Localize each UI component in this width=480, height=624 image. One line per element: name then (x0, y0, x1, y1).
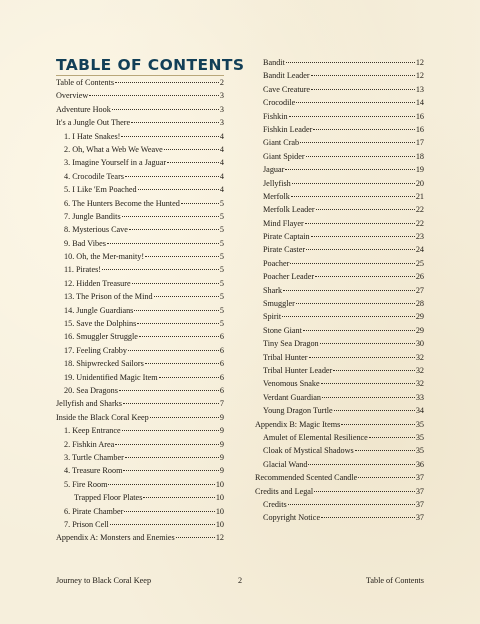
toc-entry-label: Trapped Floor Plates (74, 493, 143, 503)
dot-leader (110, 524, 215, 525)
toc-entry[interactable] (56, 197, 224, 210)
toc-entry-page: 9 (219, 412, 224, 422)
toc-entry-page: 7 (219, 399, 224, 409)
dot-leader (300, 142, 415, 143)
toc-entry-page: 6 (219, 345, 224, 355)
toc-entry-page: 34 (415, 406, 424, 416)
toc-entry-label: 5. Fire Room (64, 479, 108, 489)
footer-document-title: Journey to Black Coral Keep (56, 576, 152, 585)
toc-entry-label: Adventure Hook (56, 104, 111, 114)
toc-entry-label: 3. Imagine Yourself in a Jaguar (64, 158, 167, 168)
toc-entry[interactable] (56, 424, 224, 437)
toc-entry-label: 10. Oh, the Mer-manity! (64, 252, 145, 262)
toc-entry-page: 16 (415, 111, 424, 121)
toc-entry-page: 6 (219, 332, 224, 342)
dot-leader (309, 357, 415, 358)
toc-entry[interactable] (56, 116, 224, 129)
toc-entry-page: 32 (415, 379, 424, 389)
toc-entry[interactable] (255, 498, 424, 511)
dot-leader (308, 464, 414, 465)
toc-entry[interactable] (255, 203, 424, 216)
dot-leader (292, 183, 415, 184)
toc-entry-page: 37 (415, 473, 424, 483)
toc-entry-label: Venomous Snake (263, 379, 320, 389)
toc-entry-page: 27 (415, 285, 424, 295)
dot-leader (102, 269, 219, 270)
toc-entry-page: 28 (415, 299, 424, 309)
toc-entry[interactable] (56, 384, 224, 397)
dot-leader (167, 162, 219, 163)
dot-leader (107, 243, 219, 244)
toc-entry-page: 33 (415, 392, 424, 402)
toc-entry-label: Glacial Wand (263, 459, 308, 469)
dot-leader (124, 511, 214, 512)
toc-entry-label: 1. I Hate Snakes! (64, 131, 121, 141)
toc-entry-label: 4. Treasure Room (64, 466, 123, 476)
dot-leader (282, 316, 415, 317)
toc-entry-page: 35 (415, 446, 424, 456)
toc-entry-label: 4. Crocodile Tears (64, 171, 124, 181)
toc-entry-label: Giant Crab (263, 138, 300, 148)
dot-leader (321, 517, 415, 518)
toc-entry-label: Crocodile (263, 98, 296, 108)
toc-entry[interactable] (255, 404, 424, 417)
toc-entry-label: 8. Mysterious Cave (64, 225, 128, 235)
toc-entry-page: 36 (415, 459, 424, 469)
toc-entry[interactable] (56, 451, 224, 464)
toc-entry[interactable] (56, 304, 224, 317)
toc-entry[interactable] (255, 377, 424, 390)
toc-entry-page: 5 (219, 265, 224, 275)
dot-leader (316, 209, 415, 210)
dot-leader (125, 457, 219, 458)
toc-entry-page: 10 (215, 493, 224, 503)
toc-entry[interactable] (255, 284, 424, 297)
toc-entry[interactable] (255, 337, 424, 350)
toc-entry-label: 7. Prison Cell (64, 519, 109, 529)
dot-leader (314, 491, 415, 492)
dot-leader (306, 156, 415, 157)
toc-entry-page: 37 (415, 486, 424, 496)
toc-entry-label: 6. Pirate Chamber (64, 506, 124, 516)
dot-leader (123, 403, 219, 404)
dot-leader (369, 437, 415, 438)
dot-leader (288, 504, 415, 505)
dot-leader (311, 75, 415, 76)
dot-leader (134, 310, 219, 311)
toc-entry[interactable] (56, 290, 224, 303)
toc-entry[interactable] (255, 163, 424, 176)
toc-entry-label: Overview (56, 91, 89, 101)
toc-entry[interactable] (255, 511, 424, 524)
toc-entry-label: Jellyfish (263, 178, 291, 188)
toc-entry-page: 35 (415, 432, 424, 442)
toc-entry-label: Pirate Caster (263, 245, 306, 255)
toc-entry-page: 6 (219, 385, 224, 395)
toc-entry[interactable] (255, 310, 424, 323)
toc-entry[interactable] (255, 351, 424, 364)
toc-entry-label: 5. I Like 'Em Poached (64, 185, 137, 195)
toc-entry-label: Jellyfish and Sharks (56, 399, 122, 409)
toc-entry-page: 5 (219, 305, 224, 315)
toc-entry-page: 6 (219, 359, 224, 369)
dot-leader (143, 497, 214, 498)
toc-entry[interactable] (56, 371, 224, 384)
toc-entry-label: Shark (263, 285, 283, 295)
toc-entry-label: Mind Flayer (263, 218, 304, 228)
toc-entry-label: Credits (263, 499, 287, 509)
toc-entry[interactable] (255, 485, 424, 498)
toc-entry-page: 29 (415, 325, 424, 335)
toc-entry-label: Stone Giant (263, 325, 302, 335)
toc-entry-page: 24 (415, 245, 424, 255)
toc-entry-page: 23 (415, 232, 424, 242)
dot-leader (122, 430, 219, 431)
toc-entry[interactable] (255, 83, 424, 96)
toc-entry[interactable] (56, 130, 224, 143)
toc-entry-label: Fishkin (263, 111, 288, 121)
toc-entry-page: 10 (215, 519, 224, 529)
toc-entry[interactable] (56, 263, 224, 276)
toc-entry-label: Young Dragon Turtle (263, 406, 333, 416)
dot-leader (154, 296, 219, 297)
toc-entry-label: 1. Keep Entrance (64, 426, 121, 436)
dot-leader (89, 95, 219, 96)
toc-entry[interactable] (255, 230, 424, 243)
toc-entry-page: 4 (219, 131, 224, 141)
toc-entry[interactable] (56, 277, 224, 290)
toc-entry[interactable] (56, 210, 224, 223)
toc-entry-label: Fishkin Leader (263, 124, 313, 134)
toc-entry[interactable] (255, 177, 424, 190)
toc-entry-page: 3 (219, 104, 224, 114)
toc-entry[interactable] (56, 103, 224, 116)
toc-entry-label: Jaguar (263, 165, 285, 175)
dot-leader (181, 203, 219, 204)
dot-leader (291, 196, 415, 197)
dot-leader (131, 122, 219, 123)
dot-leader (313, 129, 414, 130)
toc-entry[interactable] (255, 56, 424, 69)
toc-entry-label: Poacher (263, 258, 290, 268)
toc-entry-label: Bandit Leader (263, 71, 310, 81)
toc-entry[interactable] (255, 391, 424, 404)
toc-entry-page: 14 (415, 98, 424, 108)
dot-leader (290, 263, 414, 264)
toc-entry[interactable] (255, 270, 424, 283)
toc-entry[interactable] (255, 364, 424, 377)
dot-leader (176, 537, 215, 538)
toc-entry[interactable] (56, 478, 224, 491)
dot-leader (125, 176, 219, 177)
toc-entry[interactable] (56, 317, 224, 330)
toc-entry-label: Cloak of Mystical Shadows (263, 446, 354, 456)
toc-entry-label: 9. Bad Vibes (64, 238, 106, 248)
toc-entry-label: Copyright Notice (263, 513, 321, 523)
toc-entry-page: 22 (415, 218, 424, 228)
toc-entry-page: 5 (219, 252, 224, 262)
toc-entry[interactable] (255, 257, 424, 270)
toc-entry[interactable] (56, 183, 224, 196)
dot-leader (333, 370, 415, 371)
toc-entry-page: 22 (415, 205, 424, 215)
dot-leader (296, 102, 415, 103)
dot-leader (122, 216, 219, 217)
dot-leader (303, 330, 415, 331)
dot-leader (321, 383, 415, 384)
toc-entry[interactable] (56, 518, 224, 531)
toc-entry[interactable] (56, 143, 224, 156)
toc-entry[interactable] (255, 243, 424, 256)
dot-leader (164, 149, 219, 150)
toc-entry-label: 2. Fishkin Area (64, 439, 115, 449)
dot-leader (358, 477, 415, 478)
dot-leader (150, 417, 219, 418)
toc-entry-page: 5 (219, 319, 224, 329)
toc-column-left (56, 76, 224, 545)
toc-entry[interactable] (56, 170, 224, 183)
dot-leader (129, 229, 219, 230)
dot-leader (283, 290, 415, 291)
toc-entry-label: 18. Shipwrecked Sailors (64, 359, 144, 369)
dot-leader (296, 303, 415, 304)
toc-entry-label: Appendix B: Magic Items (255, 419, 341, 429)
dot-leader (145, 256, 219, 257)
toc-entry-label: Spirit (263, 312, 282, 322)
toc-entry-page: 13 (415, 84, 424, 94)
dot-leader (315, 276, 415, 277)
toc-entry-page: 12 (215, 533, 224, 543)
toc-entry[interactable] (255, 190, 424, 203)
toc-entry[interactable] (255, 123, 424, 136)
toc-entry[interactable] (56, 357, 224, 370)
toc-entry-label: Bandit (263, 58, 285, 67)
dot-leader (305, 223, 415, 224)
toc-entry-page: 12 (415, 71, 424, 81)
toc-entry[interactable] (56, 156, 224, 169)
toc-entry-label: Table of Contents (56, 78, 115, 87)
dot-leader (322, 397, 415, 398)
toc-entry-label: 20. Sea Dragons (64, 385, 118, 395)
toc-entry-label: 19. Unidentified Magic Item (64, 372, 158, 382)
toc-entry-label: 15. Save the Dolphins (64, 319, 137, 329)
toc-entry-label: 7. Jungle Bandits (64, 211, 121, 221)
dot-leader (145, 363, 219, 364)
toc-entry-label: 11. Pirates! (64, 265, 101, 275)
toc-entry[interactable] (255, 217, 424, 230)
toc-entry-page: 3 (219, 118, 224, 128)
dot-leader (286, 62, 415, 63)
toc-entry[interactable] (56, 397, 224, 410)
toc-entry-label: Merfolk (263, 191, 290, 201)
toc-entry-label: 3. Turtle Chamber (64, 452, 124, 462)
dot-leader (311, 236, 415, 237)
toc-entry[interactable] (56, 237, 224, 250)
toc-entry-page: 16 (415, 124, 424, 134)
toc-entry-label: 14. Jungle Guardians (64, 305, 134, 315)
toc-entry[interactable] (56, 411, 224, 424)
toc-entry-page: 6 (219, 372, 224, 382)
dot-leader (334, 410, 415, 411)
toc-entry-page: 25 (415, 258, 424, 268)
toc-entry-page: 5 (219, 225, 224, 235)
toc-entry[interactable] (255, 418, 424, 431)
toc-entry-page: 26 (415, 272, 424, 282)
toc-entry[interactable] (56, 491, 224, 504)
toc-entry-page: 5 (219, 278, 224, 288)
dot-leader (137, 323, 219, 324)
toc-entry[interactable] (255, 150, 424, 163)
toc-entry-page: 9 (219, 426, 224, 436)
toc-entry-page: 4 (219, 171, 224, 181)
dot-leader (159, 377, 219, 378)
toc-entry-label: Merfolk Leader (263, 205, 315, 215)
toc-entry-page: 37 (415, 513, 424, 523)
toc-entry-label: Verdant Guardian (263, 392, 321, 402)
toc-entry-label: Poacher Leader (263, 272, 315, 282)
toc-entry[interactable] (56, 76, 224, 89)
toc-entry-page: 5 (219, 211, 224, 221)
toc-entry[interactable] (56, 89, 224, 102)
toc-entry-page: 32 (415, 352, 424, 362)
dot-leader (355, 450, 415, 451)
toc-entry[interactable] (255, 96, 424, 109)
dot-leader (108, 484, 214, 485)
toc-entry-label: Appendix A: Monsters and Enemies (56, 533, 175, 543)
toc-entry-page: 9 (219, 452, 224, 462)
toc-entry-page: 10 (215, 479, 224, 489)
toc-entry-label: Credits and Legal (255, 486, 314, 496)
toc-entry-label: 12. Hidden Treasure (64, 278, 131, 288)
dot-leader (115, 82, 219, 83)
page-title: TABLE OF CONTENTS (56, 56, 245, 74)
toc-entry[interactable] (255, 431, 424, 444)
dot-leader (119, 390, 219, 391)
toc-entry[interactable] (56, 223, 224, 236)
toc-entry-label: Inside the Black Coral Keep (56, 412, 149, 422)
toc-entry[interactable] (56, 250, 224, 263)
toc-entry[interactable] (56, 505, 224, 518)
toc-entry-page: 10 (215, 506, 224, 516)
toc-entry-label: Cave Creature (263, 84, 311, 94)
toc-entry-label: Smuggler (263, 299, 295, 309)
toc-entry-page: 4 (219, 185, 224, 195)
toc-entry-label: Pirate Captain (263, 232, 310, 242)
toc-entry-page: 9 (219, 439, 224, 449)
toc-entry-page: 32 (415, 365, 424, 375)
dot-leader (123, 470, 218, 471)
toc-entry[interactable] (255, 297, 424, 310)
toc-entry[interactable] (255, 444, 424, 457)
toc-entry-label: 13. The Prison of the Mind (64, 292, 153, 302)
dot-leader (139, 336, 219, 337)
toc-entry-page: 4 (219, 144, 224, 154)
dot-leader (138, 189, 219, 190)
dot-leader (132, 283, 219, 284)
toc-entry-page: 2 (219, 78, 224, 87)
dot-leader (341, 424, 415, 425)
toc-entry-page: 21 (415, 191, 424, 201)
dot-leader (306, 249, 415, 250)
toc-entry-label: Amulet of Elemental Resilience (263, 432, 368, 442)
toc-entry[interactable] (255, 324, 424, 337)
toc-entry-label: Tiny Sea Dragon (263, 339, 319, 349)
footer-section-title: Table of Contents (365, 576, 424, 585)
toc-entry[interactable] (56, 531, 224, 544)
toc-entry-label: Giant Spider (263, 151, 305, 161)
toc-entry-page: 3 (219, 91, 224, 101)
toc-entry-page: 19 (415, 165, 424, 175)
toc-entry-page: 5 (219, 198, 224, 208)
toc-entry-page: 5 (219, 292, 224, 302)
toc-entry-label: Tribal Hunter (263, 352, 308, 362)
toc-entry-page: 18 (415, 151, 424, 161)
dot-leader (320, 343, 415, 344)
toc-entry-label: Tribal Hunter Leader (263, 365, 333, 375)
toc-entry-page: 35 (415, 419, 424, 429)
dot-leader (311, 89, 415, 90)
toc-entry-page: 4 (219, 158, 224, 168)
toc-entry-page: 17 (415, 138, 424, 148)
footer-page-number: 2 (237, 576, 243, 585)
toc-entry-page: 12 (415, 58, 424, 67)
toc-entry-label: 17. Feeling Crabby (64, 345, 127, 355)
toc-entry-page: 5 (219, 238, 224, 248)
toc-entry-label: 2. Oh, What a Web We Weave (64, 144, 163, 154)
toc-entry-label: Recommended Scented Candle (255, 473, 358, 483)
toc-entry[interactable] (255, 458, 424, 471)
toc-entry-page: 9 (219, 466, 224, 476)
dot-leader (128, 350, 219, 351)
dot-leader (112, 109, 219, 110)
dot-leader (121, 136, 219, 137)
dot-leader (289, 116, 415, 117)
toc-entry[interactable] (56, 464, 224, 477)
toc-entry-page: 30 (415, 339, 424, 349)
toc-entry[interactable] (56, 344, 224, 357)
dot-leader (115, 444, 219, 445)
toc-entry[interactable] (255, 136, 424, 149)
toc-entry[interactable] (56, 330, 224, 343)
dot-leader (285, 169, 414, 170)
toc-entry[interactable] (255, 69, 424, 82)
toc-entry-label: It's a Jungle Out There (56, 118, 131, 128)
toc-entry-label: 6. The Hunters Become the Hunted (64, 198, 180, 208)
toc-entry[interactable] (255, 110, 424, 123)
toc-entry-page: 29 (415, 312, 424, 322)
toc-entry-page: 20 (415, 178, 424, 188)
toc-entry-page: 37 (415, 499, 424, 509)
toc-column-right (255, 56, 424, 525)
toc-entry[interactable] (56, 438, 224, 451)
toc-entry[interactable] (255, 471, 424, 484)
toc-entry-label: 16. Smuggler Struggle (64, 332, 138, 342)
